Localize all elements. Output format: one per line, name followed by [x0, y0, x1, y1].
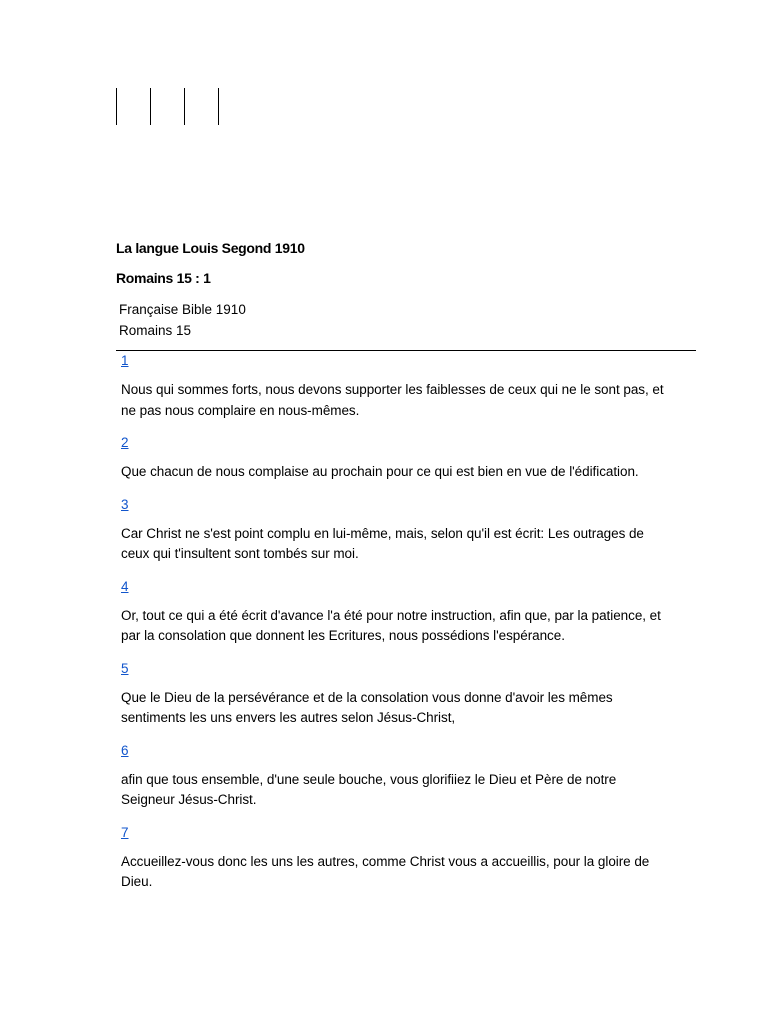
separator-bar [218, 88, 219, 125]
verse-number-link[interactable]: 3 [121, 496, 129, 512]
verse-number-link[interactable]: 2 [121, 435, 129, 450]
verse-text: Car Christ ne s'est point complu en lui-même, mais, selon qu'il est écrit: Les outrages de ceux qui t'insultent sont tombés sur moi. [121, 525, 644, 561]
verse-text: Nous qui sommes forts, nous devons supporter les faiblesses de ceux qui ne le sont pas, et ne pas nous complaire en nous-mêmes. [121, 382, 664, 418]
verse-number-link[interactable]: 5 [121, 660, 129, 676]
verse-list [121, 350, 666, 904]
verse-number-link[interactable]: 4 [121, 578, 129, 594]
verse-item [121, 576, 666, 647]
separator-bar [116, 88, 117, 125]
separator-bar [184, 88, 185, 125]
verse-item [121, 740, 666, 811]
verse-text: Or, tout ce qui a été écrit d'avance l'a été pour notre instruction, afin que, par la patience, et par la consolation que donnent les Ecritures, nous possédions l'espérance. [121, 607, 661, 643]
bible-version-name: Française Bible 1910 [119, 302, 246, 317]
chapter-reference: Romains 15 : 1 [116, 270, 211, 286]
version-header [119, 299, 246, 341]
verse-item [121, 432, 666, 483]
verse-item [121, 350, 666, 421]
verse-text: Que chacun de nous complaise au prochain pour ce qui est bien en vue de l'édification. [121, 464, 639, 479]
verse-item [121, 658, 666, 729]
page-title: La langue Louis Segond 1910 [116, 240, 305, 256]
verse-number-link[interactable]: 1 [121, 353, 129, 368]
verse-item [121, 494, 666, 565]
separator-bar [150, 88, 151, 125]
verse-item [121, 822, 666, 893]
verse-text: afin que tous ensemble, d'une seule bouche, vous glorifiiez le Dieu et Père de notre Seigneur Jésus-Christ. [121, 771, 617, 807]
chapter-name: Romains 15 [119, 323, 192, 338]
verse-text: Que le Dieu de la persévérance et de la consolation vous donne d'avoir les mêmes sentiments les uns envers les autres selon Jésus-Christ, [121, 689, 613, 725]
verse-number-link[interactable]: 7 [121, 824, 129, 840]
verse-text: Accueillez-vous donc les uns les autres, comme Christ vous a accueillis, pour la gloire de Dieu. [121, 853, 650, 889]
verse-number-link[interactable]: 6 [121, 742, 129, 758]
